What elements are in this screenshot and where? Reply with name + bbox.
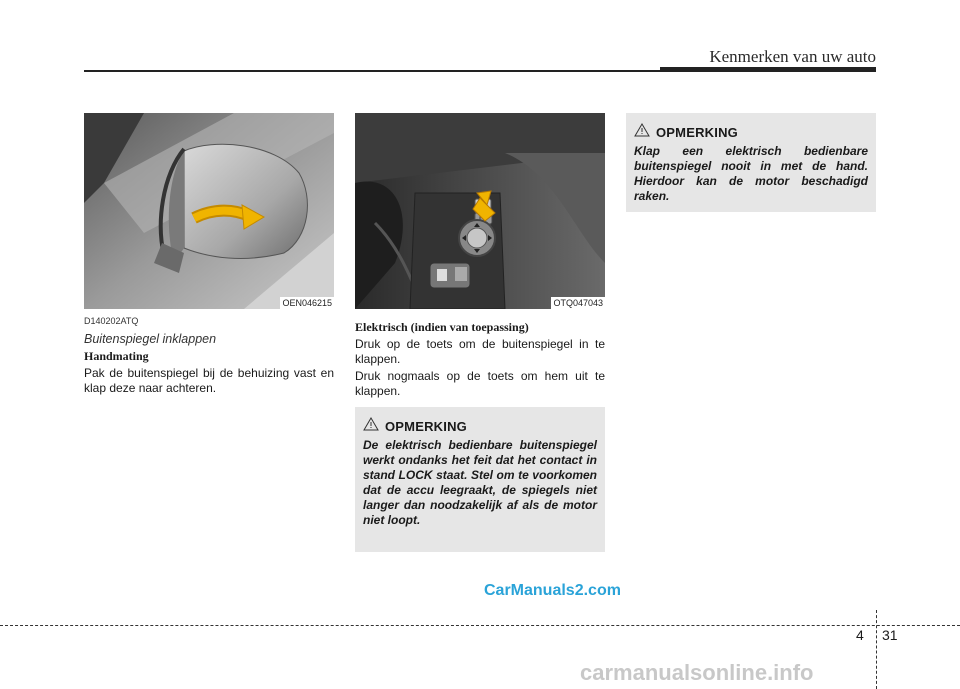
door-switch-illustration (355, 113, 605, 309)
middle-column (355, 317, 605, 399)
caution-title: OPMERKING (385, 419, 467, 434)
caution-box (355, 407, 605, 552)
body-paragraph: Druk nogmaals op de toets om hem uit te klappen. (355, 369, 605, 398)
watermark-link[interactable]: CarManuals2.com (484, 582, 621, 599)
caution-title: OPMERKING (656, 125, 738, 140)
warning-triangle-icon (363, 417, 379, 436)
left-column (84, 316, 334, 396)
mirror-photo (84, 113, 334, 309)
body-paragraph: Pak de buitenspiegel bij de behuizing vast en klap deze naar achteren. (84, 366, 334, 395)
reference-code: D140202ATQ (84, 316, 139, 326)
section-title: Buitenspiegel inklappen (84, 332, 217, 346)
warning-triangle-icon (634, 123, 650, 142)
caution-text: De elektrisch bedienbare buitenspiegel werkt ondanks het feit dat het contact in stand LOCK staat. Stel om te voorkomen dat de accu leegraakt, de spiegels niet langer dan noodzakelijk af als de motor niet loopt. (363, 438, 597, 527)
caution-box (626, 113, 876, 212)
switch-photo (355, 113, 605, 309)
footer-rule (0, 625, 960, 626)
caution-text: Klap een elektrisch bedienbare buitenspiegel nooit in met de hand. Hierdoor kan de motor beschadigd raken. (634, 144, 868, 203)
chapter-title: Kenmerken van uw auto (709, 47, 876, 66)
subsection-title: Handmating (84, 349, 149, 363)
subsection-title: Elektrisch (indien van toepassing) (355, 320, 529, 334)
figure-code: OEN046215 (282, 298, 332, 308)
chapter-number: 4 (856, 627, 864, 643)
watermark-footer: carmanualsonline.info (580, 660, 814, 685)
mirror-illustration (84, 113, 334, 309)
footer-divider (876, 610, 877, 689)
page-number: 31 (882, 627, 898, 643)
figure-code: OTQ047043 (553, 298, 603, 308)
body-paragraph: Druk op de toets om de buitenspiegel in te klappen. (355, 337, 605, 366)
header-rule-accent (660, 67, 876, 72)
